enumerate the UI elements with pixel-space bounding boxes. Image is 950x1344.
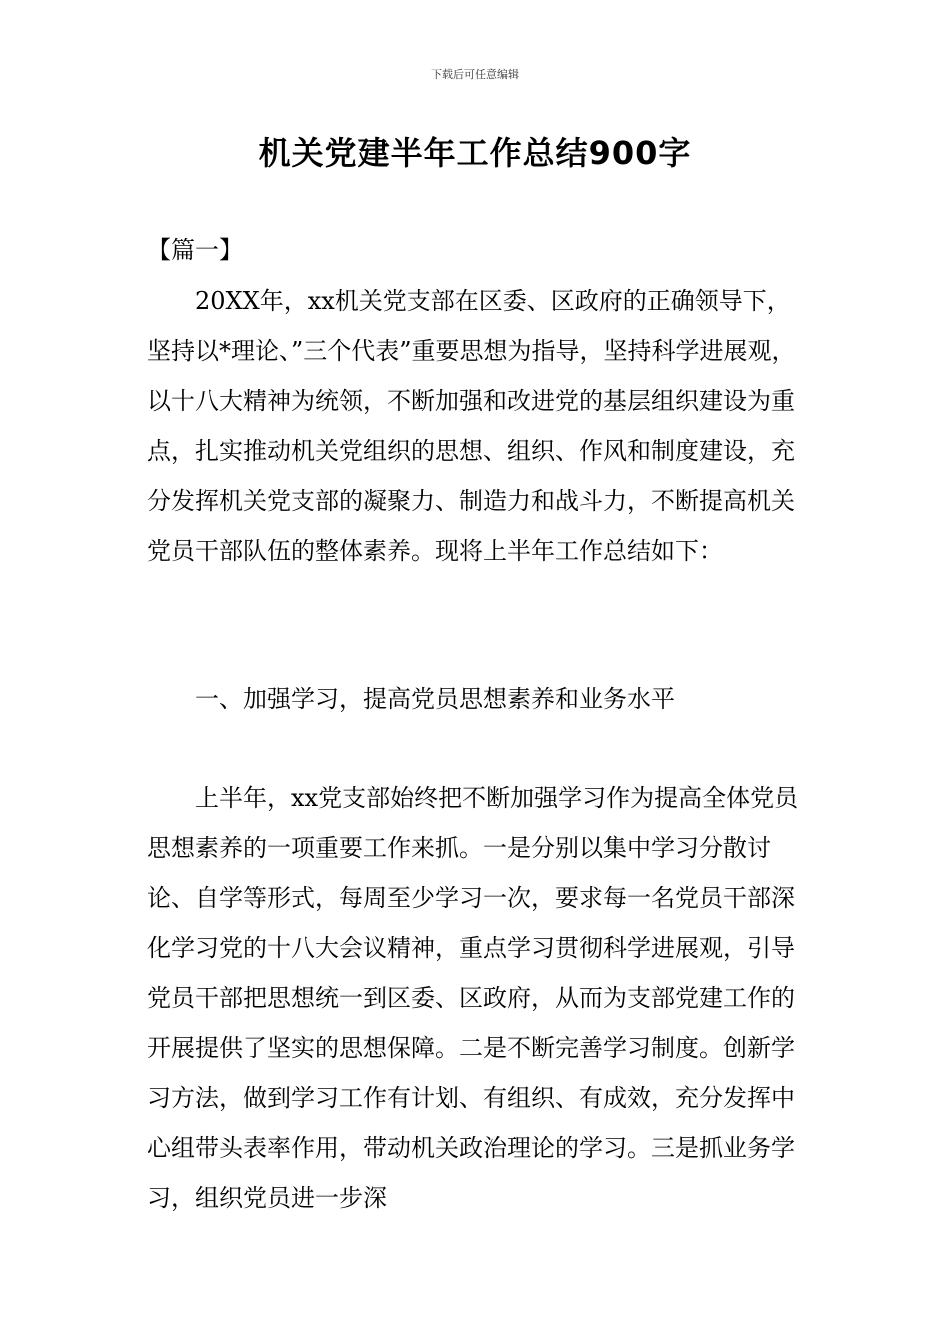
section-mark: 【篇一】 [147, 236, 243, 264]
body-paragraph-1: 20XX年，xx机关党支部在区委、区政府的正确领导下，坚持以*理论、”三个代表”重要思想为指导，坚持科学进展观，以十八大精神为统领，不断加强和改进党的基层组织建设为重点，扎实推动机关党组织的思想、组织、作风和制度建设，充分发挥机关党支部的凝聚力、制造力和战斗力，不断提高机关党员干部队伍的整体素养。现将上半年工作总结如下： [147, 287, 796, 565]
document-title: 机关党建半年工作总结900字 [258, 134, 692, 172]
section-heading-1: 一、加强学习，提高党员思想素养和业务水平 [195, 685, 675, 713]
body-paragraph-2: 上半年，xx党支部始终把不断加强学习作为提高全体党员思想素养的一项重要工作来抓。一是分别以集中学习分散讨论、自学等形式，每周至少学习一次，要求每一名党员干部深化学习党的十八大会议精神，重点学习贯彻科学进展观，引导党员干部把思想统一到区委、区政府，从而为支部党建工作的开展提供了坚实的思想保障。二是不断完善学习制度。创新学习方法，做到学习工作有计划、有组织、有成效，充分发挥中心组带头表率作用，带动机关政治理论的学习。三是抓业务学习，组织党员进一步深 [147, 784, 799, 1212]
header-note: 下载后可任意编辑 [431, 68, 519, 81]
